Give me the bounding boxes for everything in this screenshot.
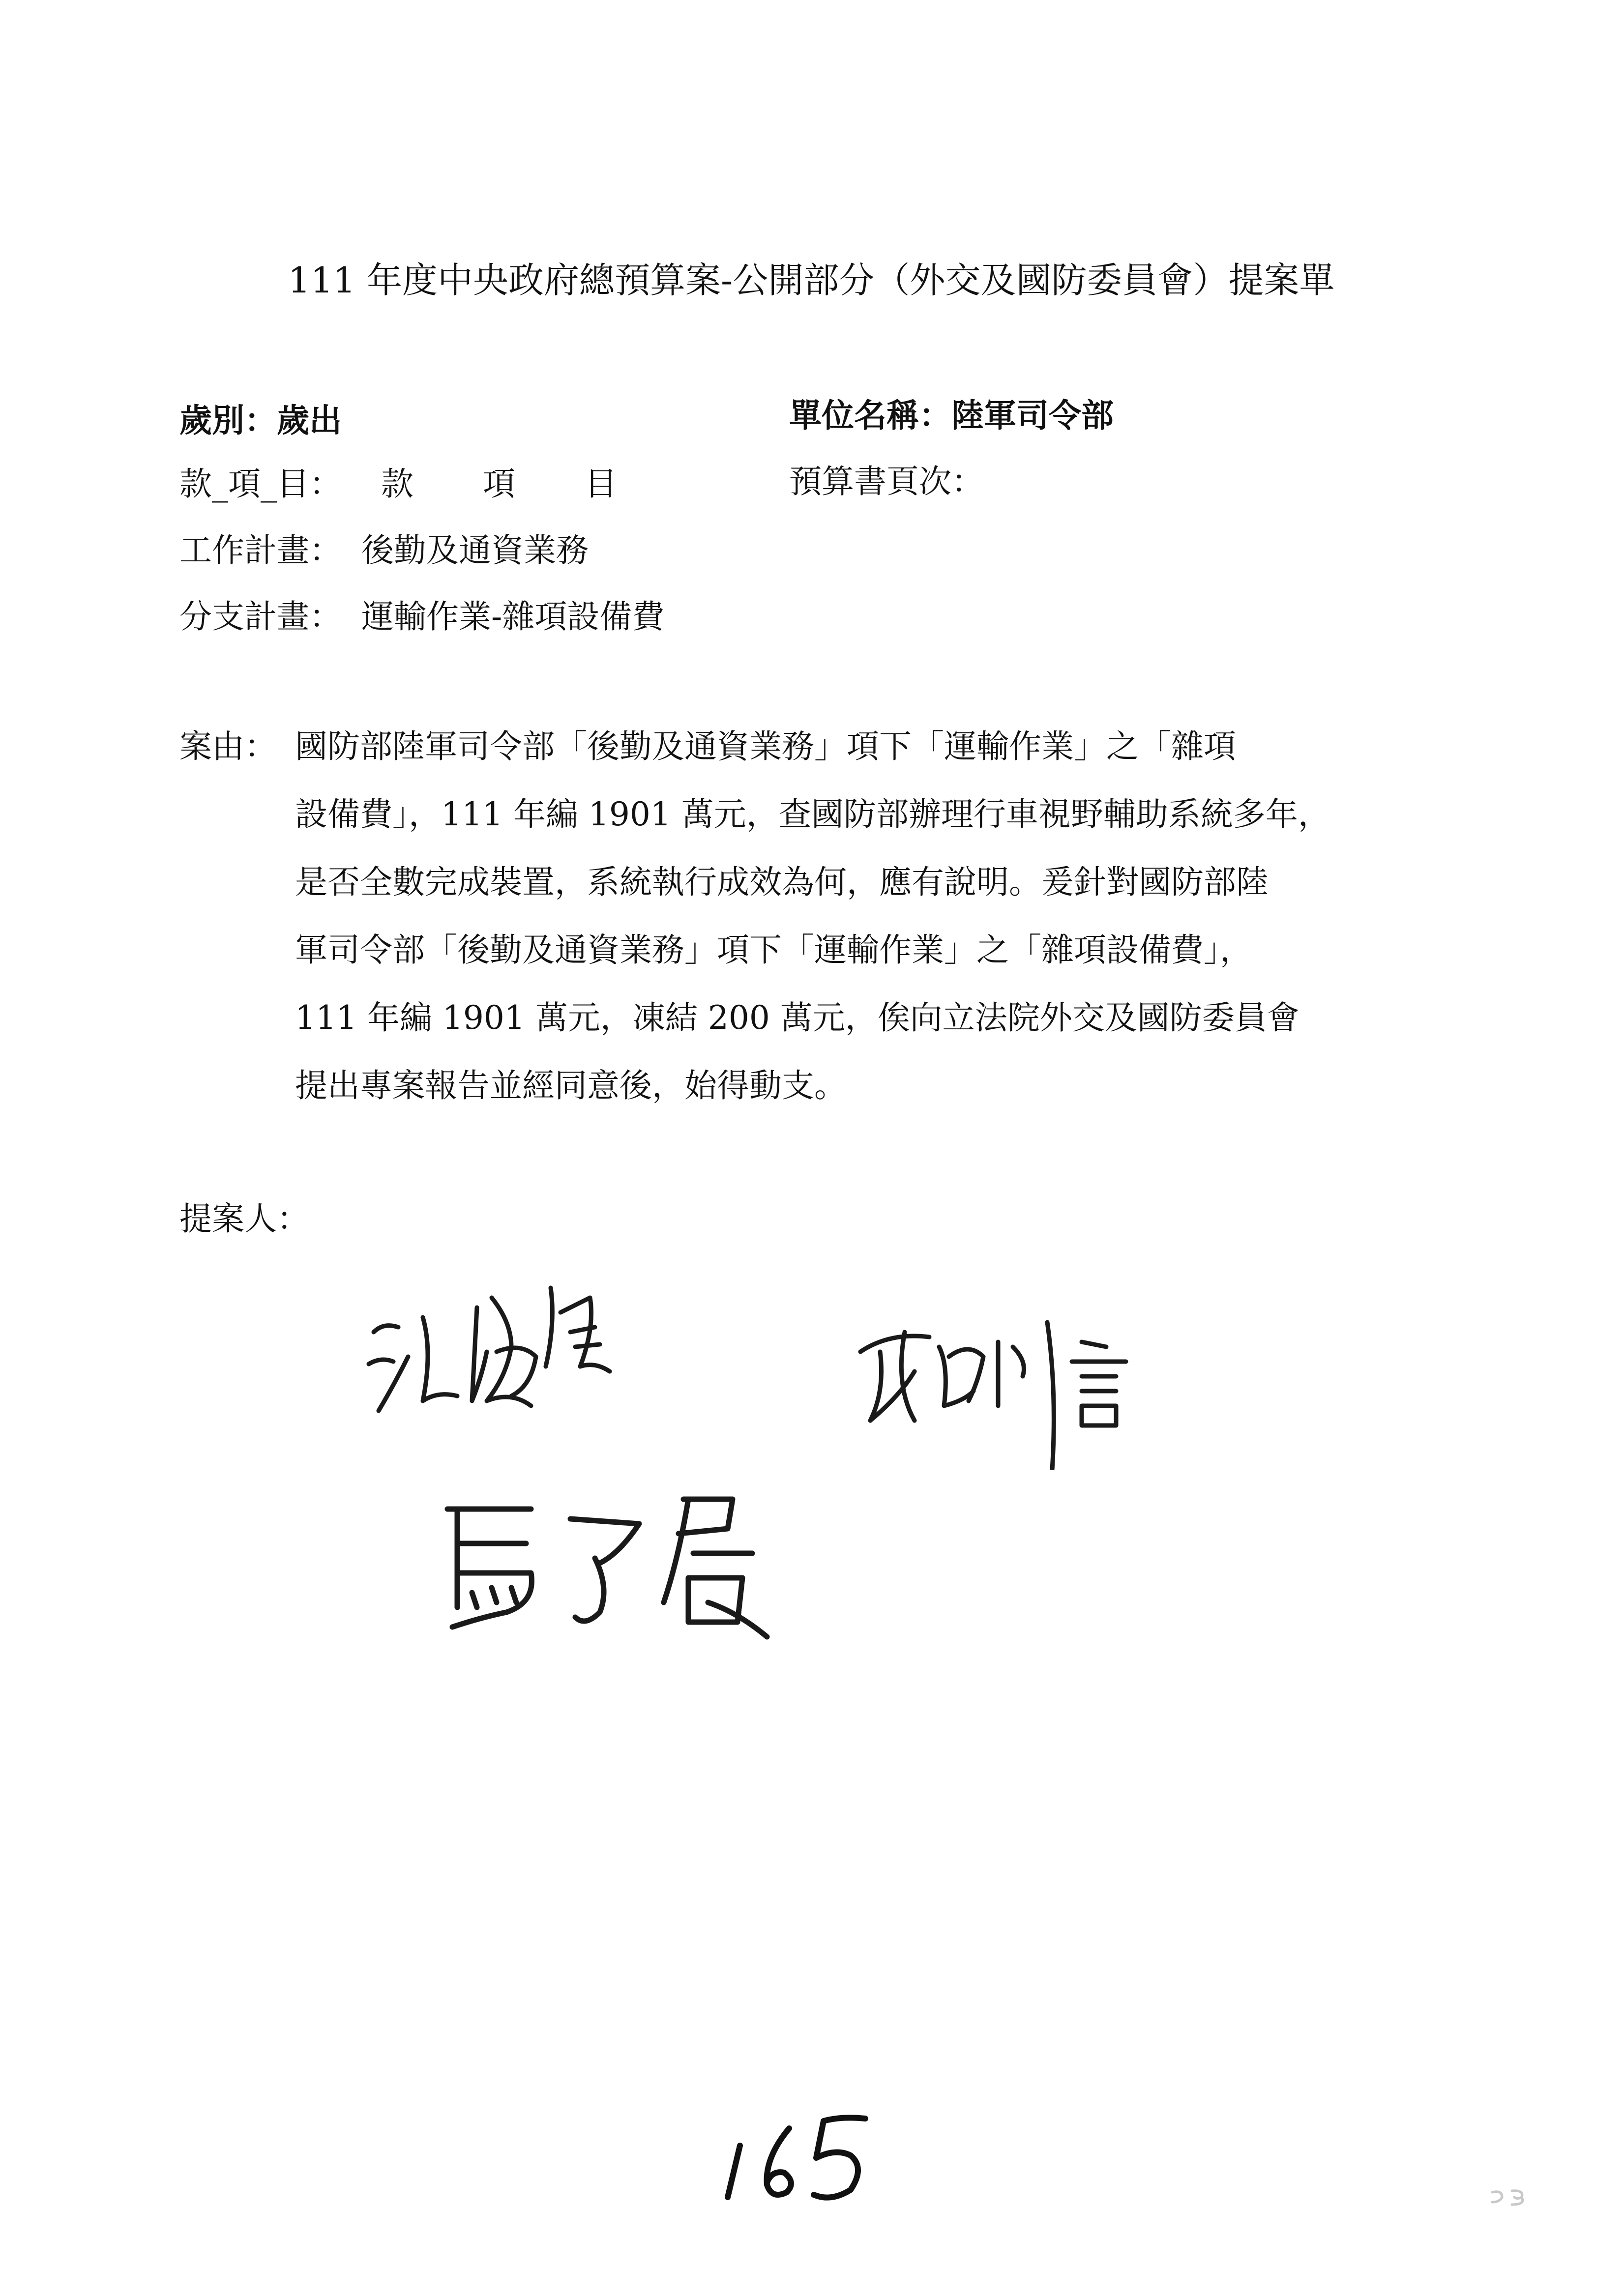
signature-1 xyxy=(364,1278,806,1435)
category-field xyxy=(179,396,342,445)
reason-line: 111 年編 1901 萬元，凍結 200 萬元，俟向立法院外交及國防委員會 xyxy=(295,999,1299,1037)
reason-label: 案由： xyxy=(179,727,277,765)
scan-artifact-mark xyxy=(1487,2185,1532,2209)
work-plan-value: 後勤及通資業務 xyxy=(361,531,589,569)
handwritten-page-number xyxy=(718,2099,905,2212)
reason-text xyxy=(295,713,1436,1120)
sub-plan-label: 分支計畫： xyxy=(179,598,342,636)
document-title: 111 年度中央政府總預算案-公開部分（外交及國防委員會）提案單 xyxy=(288,260,1335,301)
category-value: 歲出 xyxy=(277,401,342,439)
signature-3 xyxy=(433,1480,787,1666)
reason-line: 是否全數完成裝置，系統執行成效為何，應有說明。爰針對國防部陸 xyxy=(295,863,1269,901)
sub-plan-value: 運輸作業-雜項設備費 xyxy=(361,598,665,636)
budget-page-label: 預算書頁次： xyxy=(789,463,984,500)
item-label: 款_項_目： xyxy=(179,465,342,503)
item-value: 款 項 目 xyxy=(381,465,647,503)
sub-plan-field xyxy=(179,592,664,641)
signature-2 xyxy=(851,1293,1293,1470)
budget-page-field xyxy=(789,457,984,506)
reason-line: 設備費」，111 年編 1901 萬元，查國防部辦理行車視野輔助系統多年， xyxy=(295,795,1330,833)
unit-label: 單位名稱： xyxy=(789,396,951,435)
unit-value: 陸軍司令部 xyxy=(951,396,1114,435)
reason-line: 國防部陸軍司令部「後勤及通資業務」項下「運輸作業」之「雜項 xyxy=(295,727,1236,765)
category-label: 歲別： xyxy=(179,401,277,439)
reason-line: 軍司令部「後勤及通資業務」項下「運輸作業」之「雜項設備費」， xyxy=(295,931,1252,969)
unit-field xyxy=(789,391,1114,440)
reason-line: 提出專案報告並經同意後，始得動支。 xyxy=(295,1067,847,1104)
proposer-label: 提案人： xyxy=(179,1200,309,1238)
work-plan-field xyxy=(179,526,589,575)
item-field xyxy=(179,460,647,509)
work-plan-label: 工作計畫： xyxy=(179,531,342,569)
